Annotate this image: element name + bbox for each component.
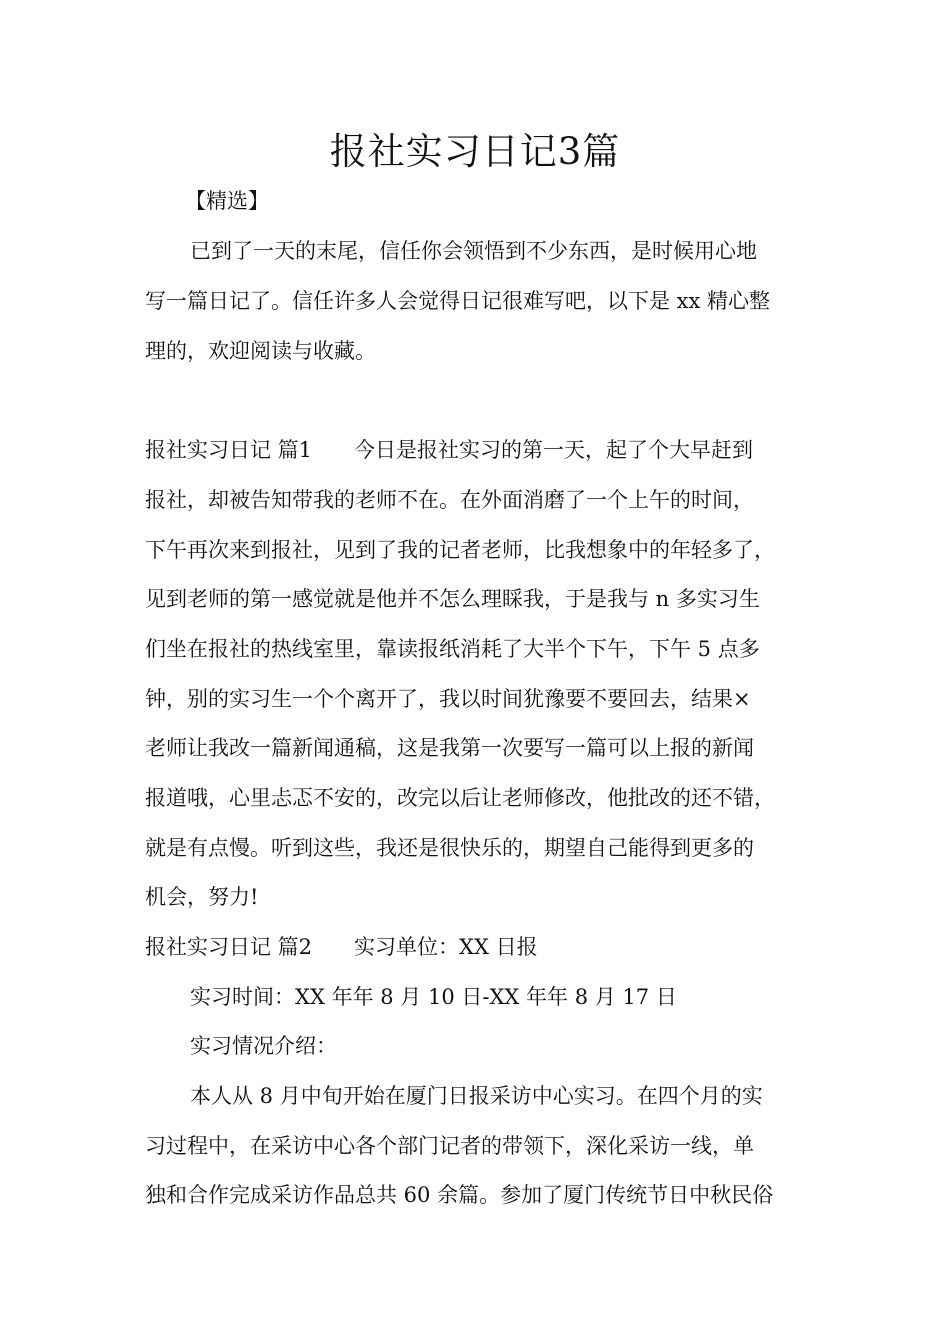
- article1-line-2: 报社，却被告知带我的老师不在。在外面消磨了一个上午的时间，: [145, 488, 754, 512]
- article1-line-6: 钟，别的实习生一个个离开了，我以时间犹豫要不要回去，结果×: [145, 687, 751, 711]
- article1-line-8: 报道哦，心里忐忑不安的，改完以后让老师修改，他批改的还不错，: [145, 786, 775, 810]
- article2-time: 实习时间：XX 年年 8 月 10 日-XX 年年 8 月 17 日: [190, 985, 677, 1009]
- selected-tag: 【精选】: [185, 189, 269, 213]
- article2-body-line-1: 本人从 8 月中旬开始在厦门日报采访中心实习。在四个月的实: [190, 1084, 763, 1108]
- article2-heading: 报社实习日记 篇2 实习单位：XX 日报: [145, 935, 538, 959]
- intro-line-2: 写一篇日记了。信任许多人会觉得日记很难写吧，以下是 xx 精心整: [145, 289, 771, 313]
- article1-line-4: 见到老师的第一感觉就是他并不怎么理睬我，于是我与 n 多实习生: [145, 587, 760, 611]
- intro-line-1: 已到了一天的末尾，信任你会领悟到不少东西，是时候用心地: [190, 239, 757, 263]
- article1-line-9: 就是有点慢。听到这些，我还是很快乐的，期望自己能得到更多的: [145, 836, 754, 860]
- document-title: 报社实习日记3篇: [329, 130, 621, 173]
- article1-line-1: 报社实习日记 篇1 今日是报社实习的第一天，起了个大早赶到: [145, 438, 754, 462]
- article2-body-line-3: 独和合作完成采访作品总共 60 余篇。参加了厦门传统节日中秋民俗: [145, 1183, 774, 1207]
- intro-line-3: 理的，欢迎阅读与收藏。: [145, 339, 376, 363]
- article1-line-7: 老师让我改一篇新闻通稿，这是我第一次要写一篇可以上报的新闻: [145, 736, 754, 760]
- article2-body-line-2: 习过程中，在采访中心各个部门记者的带领下，深化采访一线，单: [145, 1134, 754, 1158]
- article2-intro-label: 实习情况介绍：: [190, 1034, 337, 1058]
- article1-line-3: 下午再次来到报社，见到了我的记者老师，比我想象中的年轻多了，: [145, 538, 775, 562]
- article1-line-5: 们坐在报社的热线室里，靠读报纸消耗了大半个下午，下午 5 点多: [145, 637, 760, 661]
- article1-line-10: 机会，努力!: [145, 885, 259, 909]
